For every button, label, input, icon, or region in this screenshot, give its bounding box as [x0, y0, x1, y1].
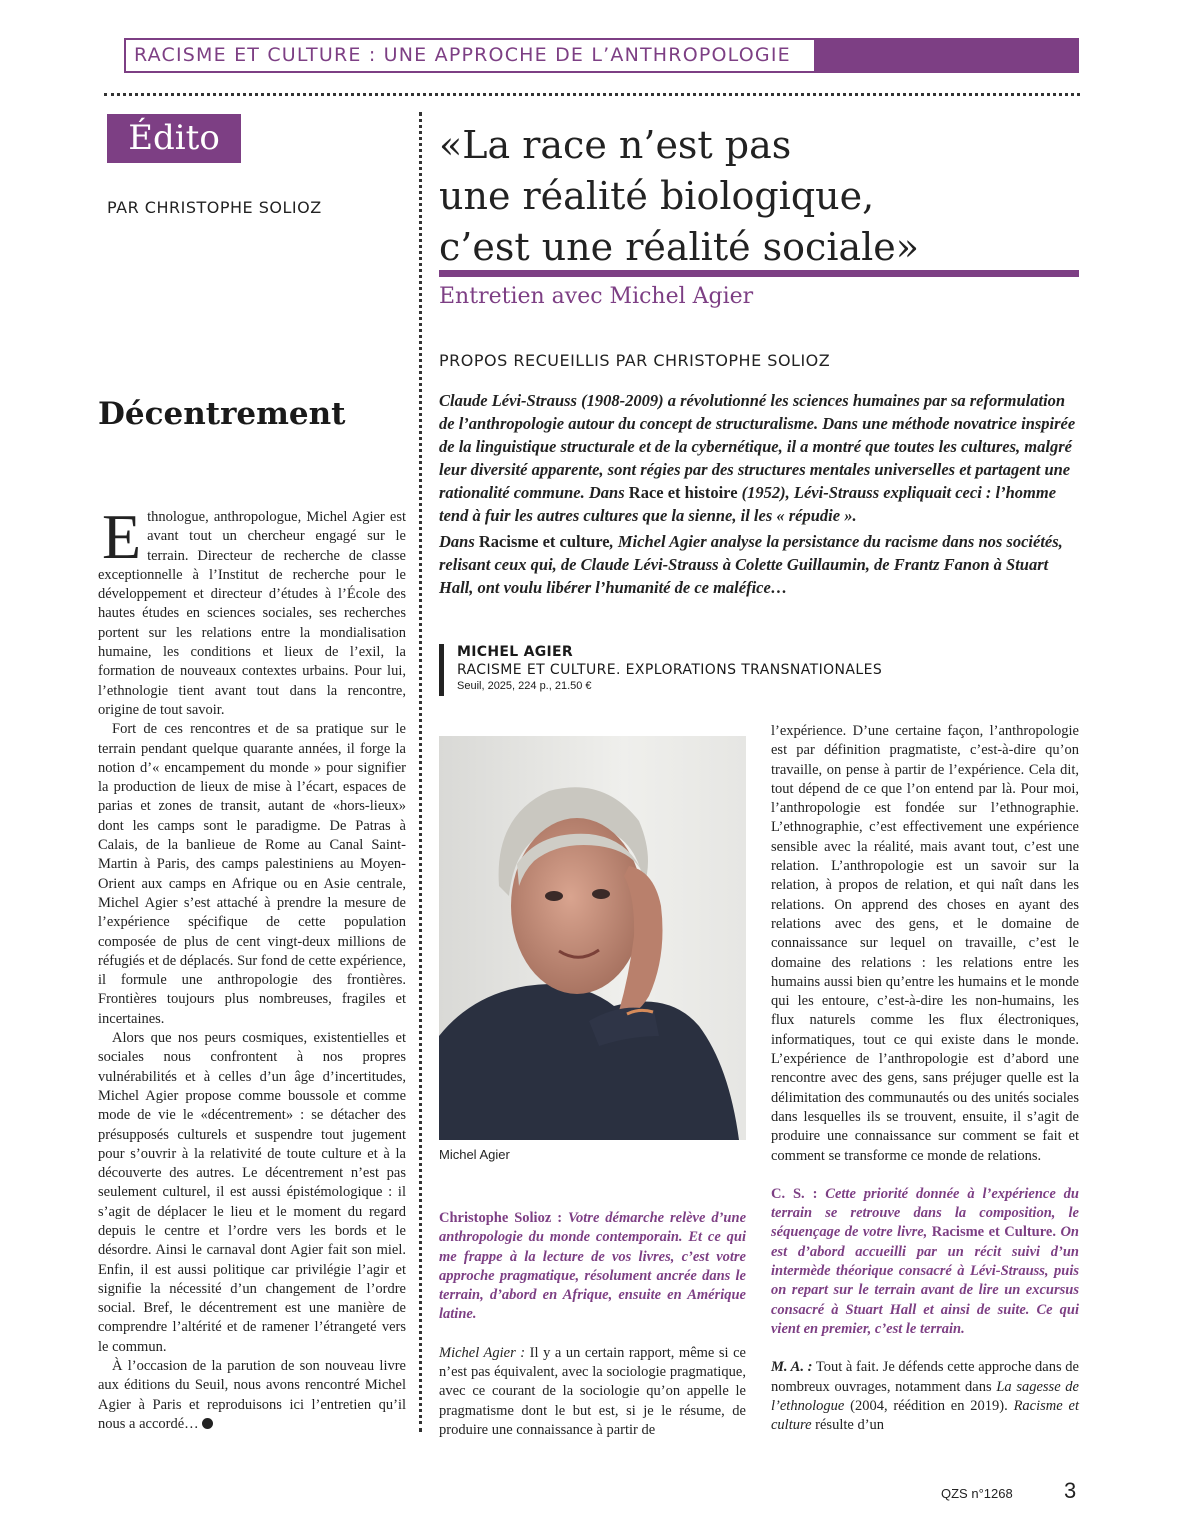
edito-paragraph: Alors que nos peurs cosmiques, existentielles et sociales nous confrontent à nos propres vulnérabilités et à celles d’un âge d’incertitudes, Michel Agier propose comme boussole et comme mode de vie le «décentrement» : se détacher des présupposés culturels et suspendre tout jugement pour s’ouvrir à la relativité de toute culture et à la découverte des autres. Le décentrement n’est pas seulement culturel, il est aussi épistémologique : il s’agit de déplacer le lieu et le moment du regard depuis le centre et l’ordre vers les bords et le désordre. Ainsi le carnaval dont Agier fait son miel. Enfin, il est aussi politique car privilégie l’agir et signifie la nécessité d’un changement de l’ordre social. Bref, le décentrement est une manière de comprendre l’altérité et de ramener l’étrangeté vers le commun.: [98, 1030, 406, 1355]
answer: M. A. : Tout à fait. Je défends cette approche dans de nombreux ouvrages, notamment dans La sagesse de l’ethnologue (2004, réédition en 2019). Racisme et culture résulte d’un: [771, 1359, 1079, 1434]
drop-cap: E: [102, 501, 142, 572]
photo-caption: Michel Agier: [439, 1147, 510, 1162]
chapo-paragraph: Claude Lévi-Strauss (1908-2009) a révolutionné les sciences humaines par sa reformulation de l’anthropologie autour du concept de structuralisme. Dans une méthode novatrice inspirée de la linguistique structurale et de la cybernétique, il a montré que toutes les cultures, malgré leur diversité apparente, sont régies par des structures mentales universelles et partagent une rationalité commune. Dans Race et histoire (1952), Lévi-Strauss expliquait ceci : l’homme tend à fuir les autres cultures que la sienne, il les « répudie ».: [439, 391, 1076, 525]
question: C. S. : Cette priorité donnée à l’expérience du terrain se retrouve dans la composition, le séquençage de votre livre, Racisme et Culture. On est d’abord accueilli par un récit suivi d’un intermède théorique consacré à Lévi-Strauss, puis on repart sur le terrain avant de lire un excursus consacré à Stuart Hall et ainsi de suite. Ce qui vient en premier, c’est le terrain.: [771, 1185, 1079, 1337]
edito-paragraph: Fort de ces rencontres et de sa pratique sur le terrain pendant quelque quarante années, il forge la notion d’« encampement du monde » pour signifier la production de lieux de mise à l’écart, espaces de parias et zones de transit, autant de «hors-lieux» dont les camps sont le paradigme. De Patras à Calais, de la banlieue de Rome au Canal Saint-Martin à Paris, des camps palestiniens au Moyen-Orient aux camps en Afrique ou en Asie centrale, Michel Agier s’est attaché à prendre la mesure de l’expérience spécifique de cette population composée de plus de cent vingt-deux millions de réfugiés et de déplacés. Sur fond de cette expérience, il formule une anthropologie des frontières. Frontières toujours plus nombreuses, fragiles et incertaines.: [98, 721, 406, 1027]
interview-subtitle: Entretien avec Michel Agier: [439, 284, 754, 309]
title-line: «La race n’est pas: [439, 123, 792, 167]
portrait-photo: [439, 736, 746, 1140]
title-line: une réalité biologique,: [439, 174, 875, 218]
portrait-illustration: [439, 736, 746, 1140]
edito-body: [98, 501, 406, 1434]
chapo: [439, 389, 1079, 602]
page-number: 3: [1064, 1478, 1077, 1503]
answer-continued: l’expérience. D’une certaine façon, l’anthropologie est par définition pragmatiste, c’est-à-dire qu’on travaille, on pense à partir de l’expérience. Cela dit, tout dépend de ce que l’on entend par là. Pour moi, l’anthropologie est fondée sur l’ethnographie. L’ethnographie, c’est effectivement une expérience sensible avec la réalité, mais avant tout, c’est une relation. L’anthropologie est un savoir sur la relation, à propos de relation, et qui naît dans les relations. On apprend des choses en ayant des relations avec des gens, et le domaine de connaissance sur lequel on travaille, c’est le domaine des relations : les relations entre les humains aussi bien qu’entre les humains et le monde qui les entoure, c’est-à-dire les non-humains, les flux naturels comme les flux électroniques, informatiques, tout ce qui existe dans le monde. L’expérience de l’anthropologie est d’abord une rencontre avec des gens, sans préjuger quelle est la délimitation des communautés ou des unités sociales dans lesquelles ils se trouvent, ensuite, il s’agit de produire une connaissance sur comment se fait et comment se transforme ce monde de relations.: [771, 723, 1079, 1164]
book-meta: Seuil, 2025, 224 p., 21.50 €: [457, 680, 592, 692]
book-author: MICHEL AGIER: [457, 644, 573, 660]
edito-tag: Édito: [107, 114, 241, 163]
title-line: c’est une réalité sociale»: [439, 225, 920, 269]
interview-byline: PROPOS RECUEILLIS PAR CHRISTOPHE SOLIOZ: [439, 351, 831, 370]
edito-title: Décentrement: [98, 396, 346, 432]
edito-paragraph: À l’occasion de la parution de son nouveau livre aux éditions du Seuil, nous avons rencontré Michel Agier à Paris et reproduisons ici l’entretien qu’il nous a accordé…: [98, 1358, 406, 1432]
dotted-divider-vertical: [419, 112, 422, 1432]
question: Christophe Solioz : Votre démarche relève d’une anthropologie du monde contemporain. Et ce qui me frappe à la lecture de vos livres, c’est votre approche pragmatique, résolument ancrée dans le terrain, d’abord en Afrique, ensuite en Amérique latine.: [439, 1210, 747, 1323]
book-title: RACISME ET CULTURE. EXPLORATIONS TRANSNATIONALES: [457, 662, 883, 678]
title-rule: [439, 270, 1079, 277]
interview-column-middle: [439, 1209, 746, 1459]
chapo-paragraph: Dans Racisme et culture, Michel Agier analyse la persistance du racisme dans nos sociétés, relisant ceux qui, de Claude Lévi-Strauss à Colette Guillaumin, de Frantz Fanon à Stuart Hall, ont voulu libérer l’humanité de ce maléfice…: [439, 532, 1063, 597]
edito-byline: PAR CHRISTOPHE SOLIOZ: [107, 198, 322, 217]
end-mark-icon: [202, 1418, 213, 1429]
answer: Michel Agier : Il y a un certain rapport, même si ce n’est pas équivalent, avec la sociologie pragmatique, avec ce courant de la sociologie qu’on appelle le pragmatisme dont le but est, si je le résume, de produire une connaissance à partir de: [439, 1344, 746, 1438]
interview-column-right: [771, 722, 1079, 1454]
edito-paragraph: Ethnologue, anthropologue, Michel Agier est avant tout un chercheur engagé sur le terrain. Directeur de recherche de classe exceptionnelle à l’Institut de recherche pour le développement et directeur d’études à l’École des hautes études en sciences sociales, ses recherches portent sur les relations entre la mondialisation humaine, les conditions et lieux de l’exil, la formation de nouveaux contextes urbains. Pour lui, l’ethnologie tient avant tout dans la rencontre, origine de tout savoir.: [98, 501, 406, 718]
interview-title: [439, 120, 1079, 273]
book-reference: [439, 644, 1079, 696]
running-title: RACISME ET CULTURE : UNE APPROCHE DE L’ANTHROPOLOGIE: [126, 40, 814, 71]
dotted-divider-horizontal: [104, 93, 1080, 96]
issue-number: QZS n°1268: [941, 1486, 1013, 1501]
